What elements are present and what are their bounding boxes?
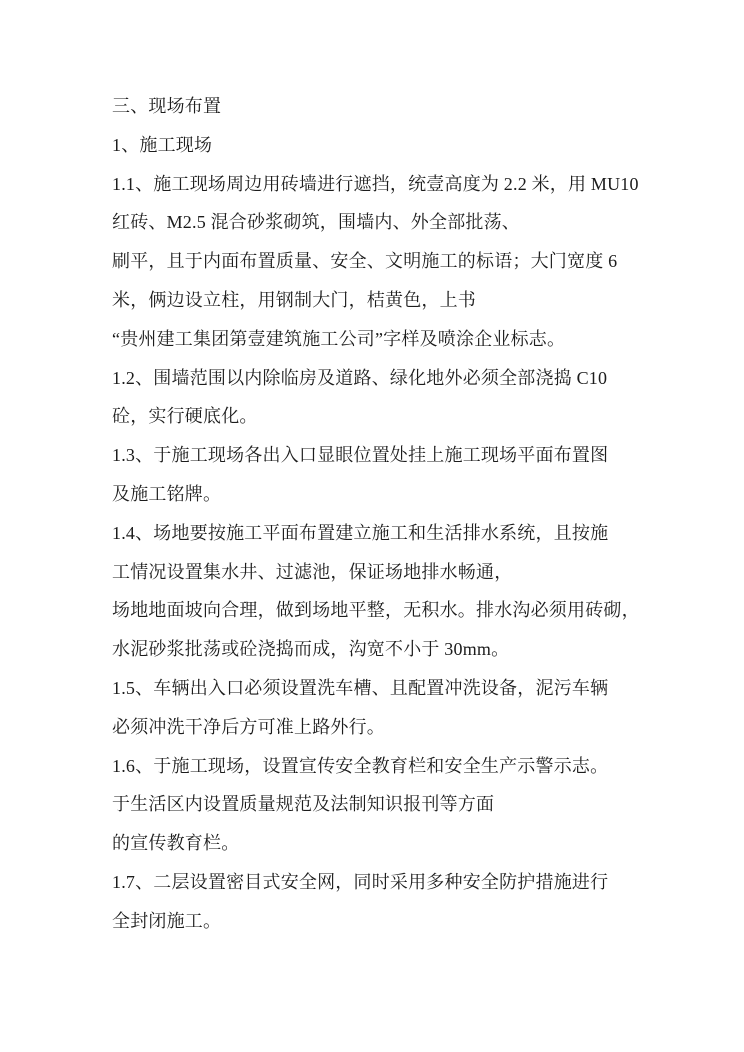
paragraph-1-1-line-2: 红砖、M2.5 混合砂浆砌筑，围墙内、外全部批荡、 [112, 212, 521, 233]
paragraph-1-7-line-1: 1.7、二层设置密目式安全网，同时采用多种安全防护措施进行 [112, 871, 609, 892]
paragraph-1-5-line-1: 1.5、车辆出入口必须设置洗车槽、且配置冲洗设备，泥污车辆 [112, 677, 609, 698]
paragraph-1-1-line-3: 刷平，且于内面布置质量、安全、文明施工的标语；大门宽度 6 [112, 251, 618, 272]
paragraph-1-5-line-2: 必须冲洗干净后方可准上路外行。 [112, 716, 385, 737]
paragraph-1-1-line-5: “贵州建工集团第壹建筑施工公司”字样及喷涂企业标志。 [112, 328, 566, 349]
paragraph-1-7-line-2: 全封闭施工。 [112, 910, 222, 931]
section-heading: 三、现场布置 [112, 96, 222, 116]
paragraph-1-6-line-1: 1.6、于施工现场，设置宣传安全教育栏和安全生产示警示志。 [112, 755, 609, 776]
paragraph-1-1-line-1: 1.1、施工现场周边用砖墙进行遮挡，统壹高度为 2.2 米，用 MU10 [112, 173, 639, 194]
paragraph-1-4-line-1: 1.4、场地要按施工平面布置建立施工和生活排水系统，且按施 [112, 522, 609, 543]
paragraph-1-1-line-4: 米，俩边设立柱，用钢制大门，桔黄色，上书 [112, 289, 476, 310]
paragraph-1-6-line-3: 的宣传教育栏。 [112, 833, 240, 854]
paragraph-1-2-line-2: 砼，实行硬底化。 [112, 406, 258, 427]
paragraph-1-3-line-1: 1.3、于施工现场各出入口显眼位置处挂上施工现场平面布置图 [112, 445, 609, 466]
paragraph-1-6-line-2: 于生活区内设置质量规范及法制知识报刊等方面 [112, 794, 495, 815]
subsection-heading: 1、施工现场 [112, 134, 213, 155]
paragraph-1-2-line-1: 1.2、围墙范围以内除临房及道路、绿化地外必须全部浇捣 C10 [112, 367, 608, 388]
paragraph-1-3-line-2: 及施工铭牌。 [112, 483, 222, 504]
paragraph-1-4-line-2: 工情况设置集水井、过滤池，保证场地排水畅通， [112, 561, 513, 582]
document-content [112, 87, 642, 941]
paragraph-1-4-line-4: 水泥砂浆批荡或砼浇捣而成，沟宽不小于 30mm。 [112, 639, 510, 660]
paragraph-1-4-line-3: 场地地面坡向合理，做到场地平整，无积水。排水沟必须用砖砌， [112, 600, 640, 621]
